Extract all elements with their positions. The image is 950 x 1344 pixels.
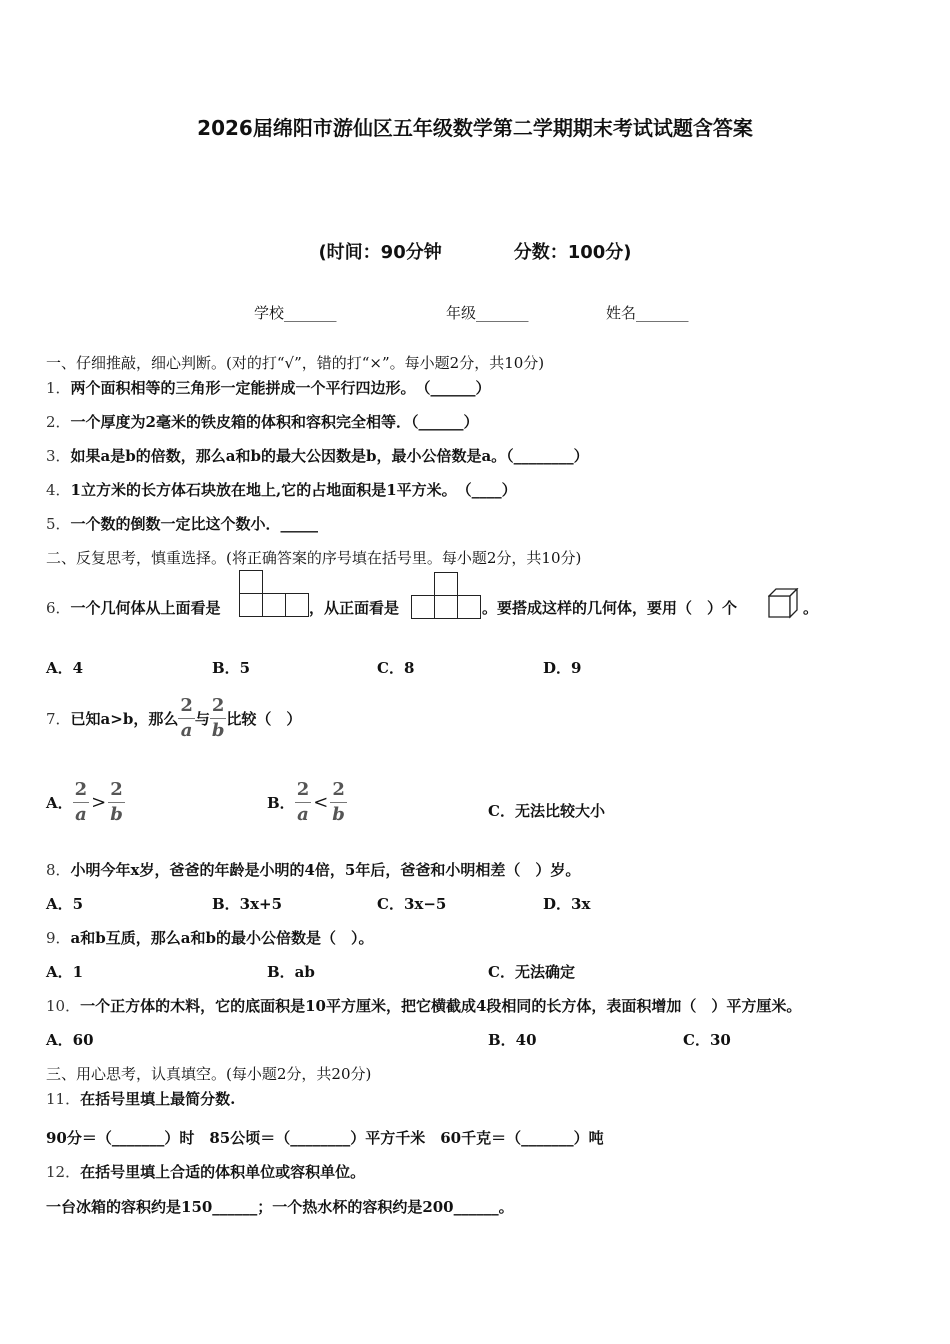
fraction-2-over-b: $\frac{2}{b}$ [211,694,225,741]
time-limit: (时间：90分钟 [318,242,442,263]
question-5: 5．一个数的倒数一定比这个数小．_____ [46,515,319,533]
question-11: 11．在括号里填上最简分数. [46,1090,236,1108]
section2-heading: 二、反复思考，慎重选择。(将正确答案的序号填在括号里。每小题2分，共10分) [46,549,582,567]
section1-heading: 一、仔细推敲，细心判断。(对的打“√”，错的打“×”。每小题2分，共10分) [46,354,545,372]
question-9: 9．a和b互质，那么a和b的最小公倍数是（ ）。 [46,929,374,947]
question-11-fill: 90分＝（_______）时 85公顷＝（________）平方千米 60千克＝（_______）吨 [46,1129,604,1147]
question-6-part3: 。要搭成这样的几何体，要用（ ）个 [482,599,738,617]
question-6-part2: ，从正面看是 [309,599,400,617]
q8-option-d[interactable]: D．3x [543,895,591,913]
question-1: 1．两个面积相等的三角形一定能拼成一个平行四边形。 （______） [46,379,491,397]
question-6-part4: 。 [803,599,819,617]
name-field: 姓名_______ [606,304,689,322]
question-7: 7． 已知a>b，那么 $\frac{2}{a}$ 与 $\frac{2}{b}$ 比较（ ） [46,694,302,741]
exam-info [0,238,950,264]
q9-option-b[interactable]: B．ab [267,963,315,981]
q9-option-a[interactable]: A．1 [46,963,84,981]
q6-option-a[interactable]: A．4 [46,659,84,677]
question-3: 3．如果a是b的倍数，那么a和b的最大公因数是b，最小公倍数是a。（________） [46,447,589,465]
q8-option-a[interactable]: A．5 [46,895,84,913]
q10-option-a[interactable]: A．60 [46,1031,94,1049]
grade-field: 年级_______ [446,304,529,322]
page-title: 2026届绵阳市游仙区五年级数学第二学期期末考试试题含答案 [197,116,753,140]
cube-icon [768,588,802,620]
question-12: 12．在括号里填上合适的体积单位或容积单位。 [46,1163,366,1181]
question-4: 4．1立方米的长方体石块放在地上,它的占地面积是1平方米。 （____） [46,481,517,499]
q7-option-c[interactable]: C．无法比较大小 [488,802,605,820]
q9-option-c[interactable]: C．无法确定 [488,963,575,981]
question-2: 2．一个厚度为2毫米的铁皮箱的体积和容积完全相等．（______） [46,413,479,431]
q7-option-b[interactable]: B． $\frac{2}{a}$ < $\frac{2}{b}$ [267,778,345,825]
question-8: 8．小明今年x岁，爸爸的年龄是小明的4倍，5年后，爸爸和小明相差（ ）岁。 [46,861,581,879]
school-field: 学校_______ [254,304,337,322]
q6-option-d[interactable]: D．9 [543,659,582,677]
q10-option-c[interactable]: C．30 [683,1031,731,1049]
q7-option-a[interactable]: A． $\frac{2}{a}$ > $\frac{2}{b}$ [46,778,123,825]
q6-option-c[interactable]: C．8 [377,659,415,677]
q8-option-b[interactable]: B．3x+5 [212,895,283,913]
question-6-part1: 6．一个几何体从上面看是 [46,599,221,617]
section3-heading: 三、用心思考，认真填空。(每小题2分，共20分) [46,1065,372,1083]
q6-option-b[interactable]: B．5 [212,659,251,677]
fraction-2-over-a: $\frac{2}{a}$ [180,694,193,741]
q8-option-c[interactable]: C．3x−5 [377,895,447,913]
question-10: 10．一个正方体的木料，它的底面积是10平方厘米，把它横截成4段相同的长方体，表面积增加（ ）平方厘米。 [46,997,802,1015]
q10-option-b[interactable]: B．40 [488,1031,537,1049]
question-12-fill: 一台冰箱的容积约是150______；一个热水杯的容积约是200______。 [46,1198,514,1216]
total-score: 分数：100分) [513,242,632,263]
